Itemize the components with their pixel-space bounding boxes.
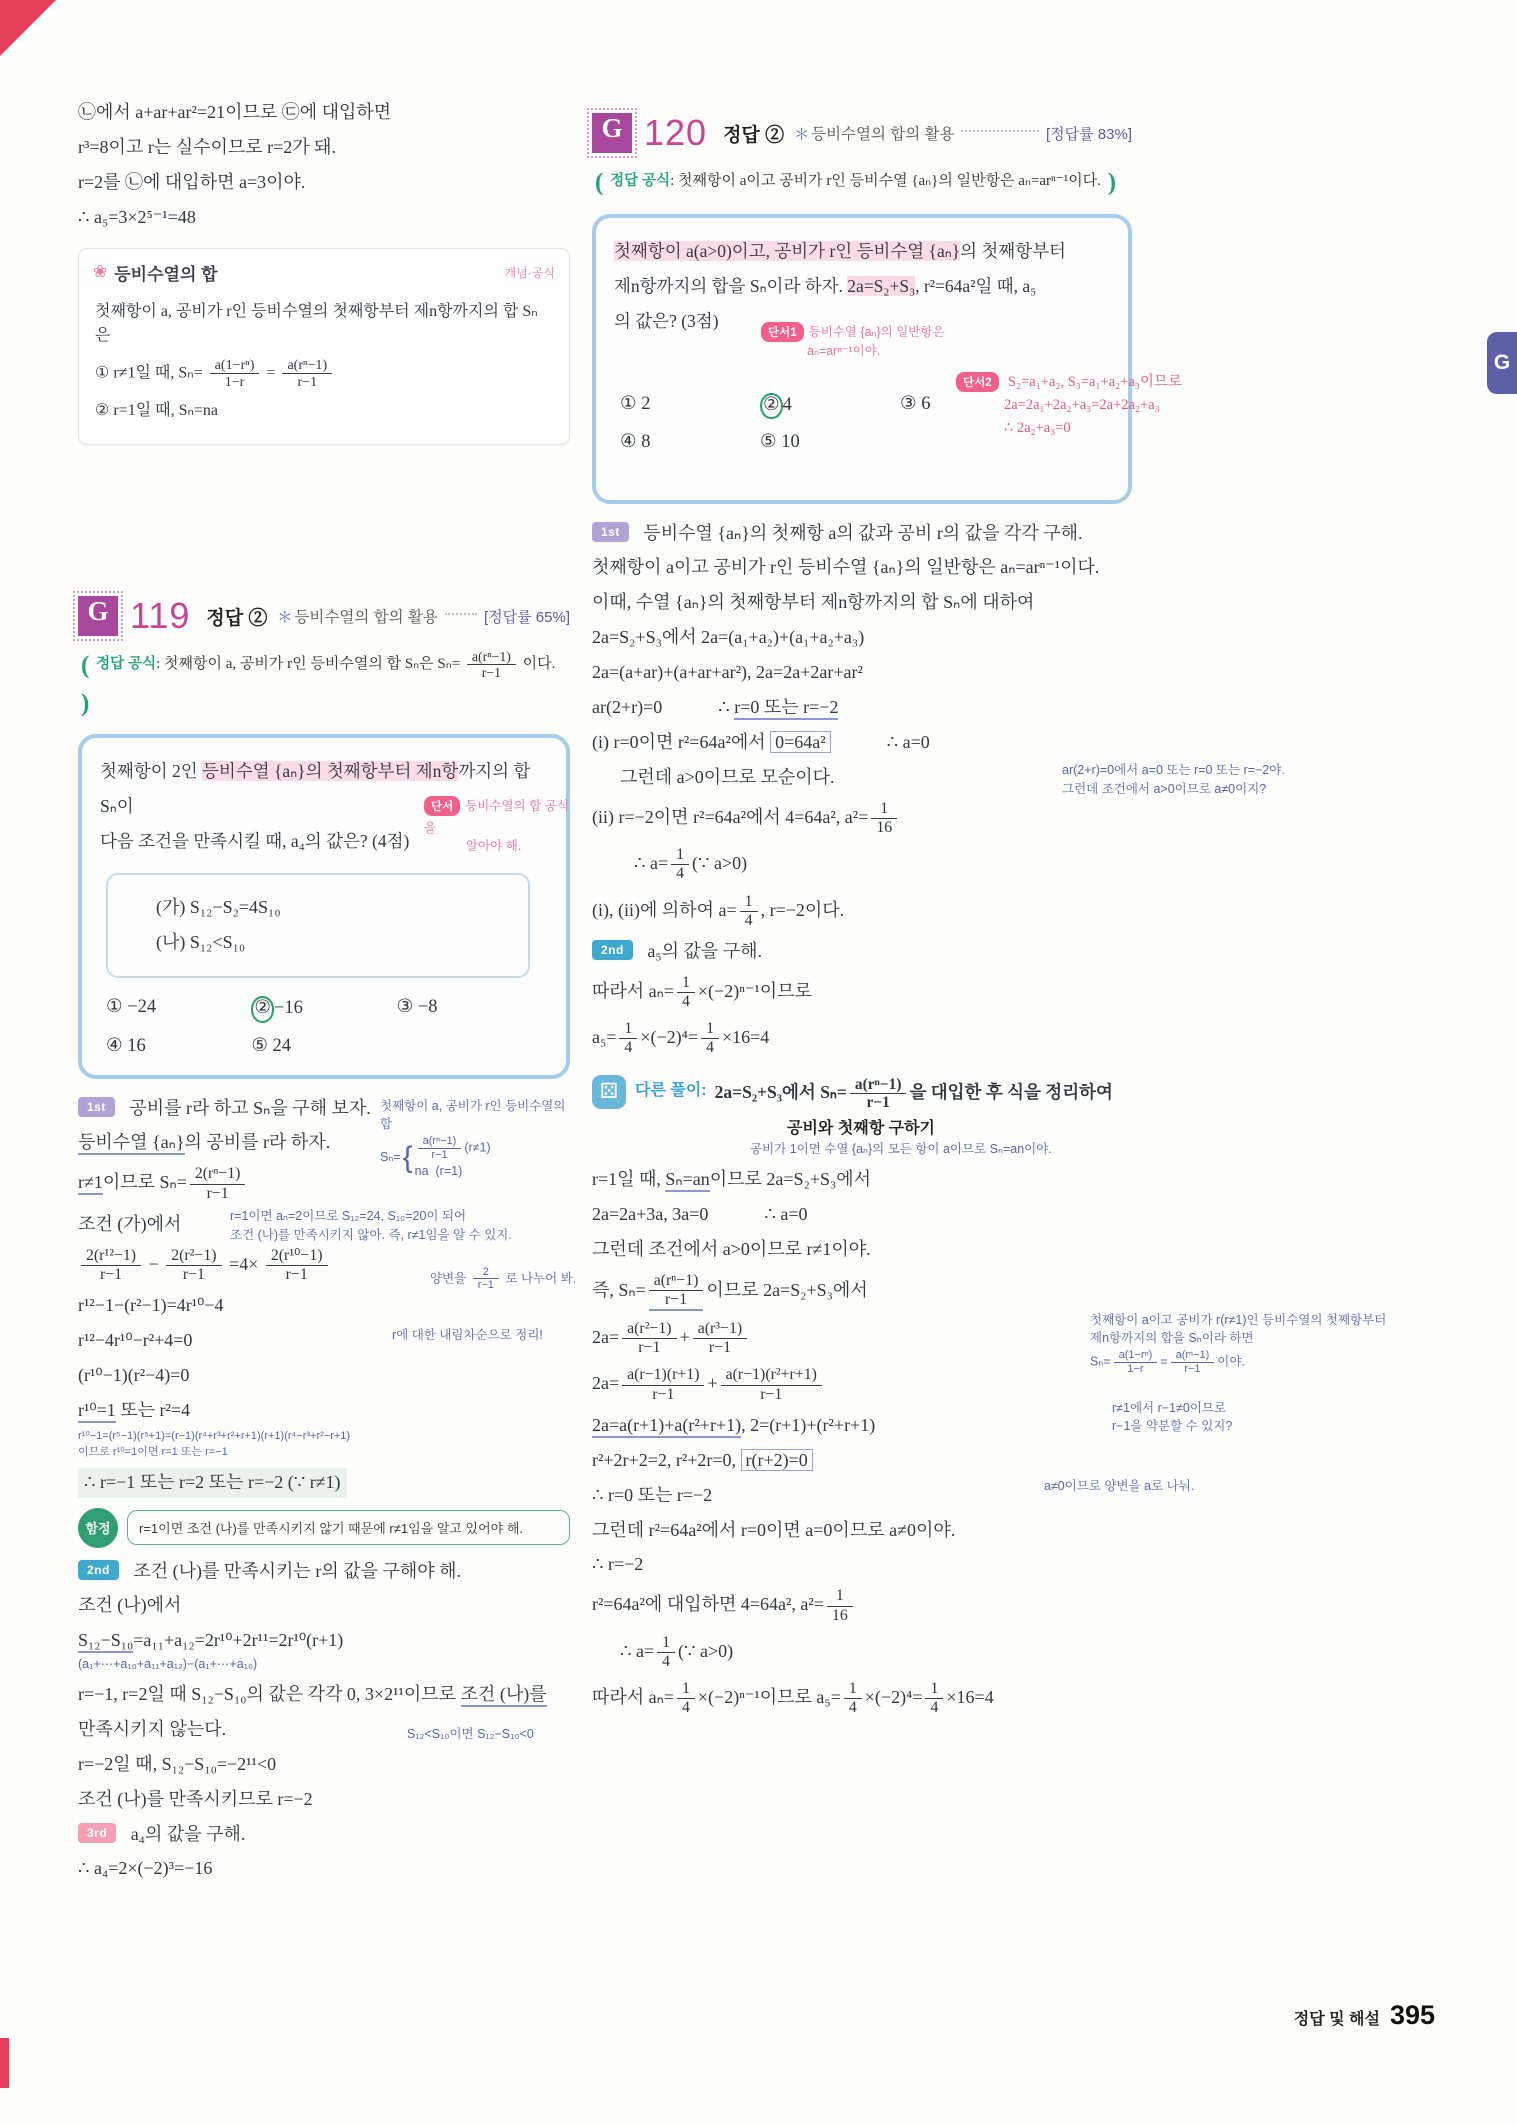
- problem-header: [78, 595, 570, 637]
- topic-label: 등비수열의 합의 활용: [811, 126, 955, 143]
- page-footer: [1294, 2000, 1435, 2031]
- clue-note: 단서 등비수열의 합 공식을 알아야 해.: [424, 794, 574, 855]
- choice-3: ③ −8: [396, 997, 438, 1018]
- step-badge-2nd: 2nd: [78, 1560, 119, 1580]
- math-line: ∴ a= $\frac{1}{4}$ (∵ a>0): [620, 1633, 734, 1670]
- math-line: r=−2일 때, S₁₂−S₁₀=−2¹¹<0: [78, 1753, 277, 1774]
- condition-ga: (가) S₁₂−S₂=4S₁₀: [156, 897, 281, 918]
- math-line: $\frac{\text{2(r¹²−1)}}{r-1}$ − $\frac{\text{2(r²−1)}}{r-1}$ =4× $\frac{\text{2(r¹⁰−1)}}{r-1}$: [78, 1246, 570, 1285]
- problem-header: [592, 112, 1132, 154]
- step-line: 1st 공비를 r라 하고 Sₙ을 구해 보자.: [78, 1095, 570, 1123]
- alt-solution-label: 다른 풀이:: [635, 1081, 707, 1099]
- question-text: 첫째항이 2인 등비수열 {aₙ}의 첫째항부터 제n항까지의 합 Sₙ이 다음 조건을 만족시킬 때, a₄의 값은? (4점): [100, 761, 531, 852]
- step-line: 3rd a₄의 값을 구해.: [78, 1821, 570, 1849]
- math-line: 2a=a(r+1)+a(r²+r+1), 2=(r+1)+(r²+r+1): [592, 1412, 1512, 1440]
- concept-formula: ② r=1일 때, Sₙ=na: [95, 401, 219, 419]
- math-line: 이때, 수열 {aₙ}의 첫째항부터 제n항까지의 합 Sₙ에 대하여: [592, 592, 1035, 613]
- answer-choices: [100, 990, 548, 1056]
- math-line: 2a= $\frac{a(r-1)(r+1)}{r-1}$ + $\frac{\text{a(r−1)(r²+r+1)}}{r-1}$: [592, 1365, 1512, 1404]
- math-line: 따라서 aₙ= $\frac{1}{4}$ ×(−2)ⁿ⁻¹이므로 a₅= $\frac{1}{4}$ ×(−2)⁴= $\frac{1}{4}$ ×16=4: [592, 1680, 994, 1717]
- math-line: a₅= $\frac{1}{4}$ ×(−2)⁴= $\frac{1}{4}$ ×16=4: [592, 1020, 770, 1057]
- flower-icon: ❀: [93, 262, 108, 282]
- clue-badge: 단서1: [761, 322, 804, 342]
- right-column: [592, 112, 1512, 1726]
- page-corner-mark: [0, 0, 56, 56]
- footer-page-number: 395: [1389, 2000, 1435, 2030]
- topic-label: 등비수열의 합의 활용: [294, 609, 438, 627]
- question-box: [592, 214, 1182, 504]
- math-line: 조건 (나)에서: [78, 1595, 182, 1616]
- answer-label: 정답 ②: [206, 607, 268, 629]
- solution-g120: [592, 520, 1512, 1719]
- correct-rate: [정답률 83%]: [1046, 125, 1132, 143]
- choice-5: ⑤ 10: [760, 431, 800, 452]
- math-line: r²=64a²에 대입하면 4=64a², a²= $\frac{1}{16}$: [592, 1586, 1512, 1625]
- math-line: 2a=S₂+S₃에서 2a=(a₁+a₂)+(a₁+a₂+a₃): [592, 627, 865, 648]
- math-line: r=−1, r=2일 때 S₁₂−S₁₀의 값은 각각 0, 3×2¹¹이므로 조건 (나)를: [78, 1681, 570, 1709]
- math-line: ∴ a= $\frac{1}{4}$ (∵ a>0): [634, 846, 748, 883]
- math-line: 첫째항이 a이고 공비가 r인 등비수열 {aₙ}의 일반항은 aₙ=arⁿ⁻¹이다.: [592, 557, 1100, 578]
- math-line: 따라서 aₙ= $\frac{1}{4}$ ×(−2)ⁿ⁻¹이므로: [592, 973, 812, 1011]
- trap-badge: 함정: [78, 1508, 118, 1548]
- concept-formula: ① r≠1일 때, Sₙ= $\frac{\text{a(1−rⁿ)}}{1-r}$ = $\frac{\text{a(rⁿ−1)}}{r-1}$: [95, 356, 553, 391]
- math-line: 조건 (나)를 만족시키므로 r=−2: [78, 1788, 313, 1809]
- math-line: (ii) r=−2이면 r²=64a²에서 4=64a², a²= $\frac{1}{16}$: [592, 799, 1512, 838]
- choice-2-correct: ② 4: [760, 393, 900, 419]
- section-tab-g: G: [1487, 332, 1517, 394]
- choice-2-correct: ② −16: [251, 996, 396, 1022]
- previous-solution-tail: [78, 99, 570, 232]
- math-line: r³=8이고 r는 실수이므로 r=2가 돼.: [78, 136, 337, 157]
- math-line: r=2를 ㉡에 대입하면 a=3이야.: [78, 171, 306, 192]
- dice-icon: ⚄: [592, 1075, 626, 1109]
- math-line: 그런데 조건에서 a>0이므로 r≠1이야.: [592, 1238, 871, 1259]
- concept-box: [78, 248, 570, 446]
- alternative-solution: ⚄ 다른 풀이: 2a=S₂+S₃에서 Sₙ= $\frac{\text{a(rⁿ−1)}}{r-1}$ 을 대입한 후 식을 정리하여: [592, 1075, 1512, 1113]
- green-paren: ): [81, 689, 90, 717]
- answer-label: 정답 ②: [723, 124, 785, 146]
- math-line: S₁₂−S₁₀=a₁₁+a₁₂=2r¹⁰+2r¹¹=2r¹⁰(r+1): [78, 1627, 570, 1655]
- solution-g119: [78, 1095, 577, 1884]
- condition-na: (나) S₁₂<S₁₀: [156, 932, 246, 953]
- unit-badge-g: G: [592, 113, 632, 153]
- problem-g119: [78, 595, 577, 1883]
- dotted-leader: [961, 130, 1039, 132]
- clue-note-2: 단서2 S₂=a₁+a₂, S₃=a₁+a₂+a₃이므로 2a=2a₁+2a₂+a₃=2a+2a₂+a₃ ∴ 2a₂+a₃=0: [956, 370, 1286, 441]
- boxed-expression: r(r+2)=0: [741, 1449, 813, 1471]
- concept-box-body: [79, 291, 569, 445]
- math-line: 2a=2a+3a, 3a=0 ∴ a=0: [592, 1203, 808, 1224]
- concept-box-header: [79, 249, 569, 291]
- math-line: r¹²−1−(r²−1)=4r¹⁰−4: [78, 1295, 224, 1316]
- math-line: (r¹⁰−1)(r²−4)=0: [78, 1364, 190, 1385]
- answer-formula-strip: ( 정답 공식: 첫째항이 a, 공비가 r인 등비수열의 합 Sₙ은 Sₙ= $\frac{\text{a(rⁿ−1)}}{r-1}$ 이다. ): [78, 647, 570, 722]
- concept-box-tag: 개념·공식: [504, 265, 555, 280]
- step-line: 2nd 조건 (나)를 만족시키는 r의 값을 구해야 해.: [78, 1558, 570, 1586]
- step-badge-3rd: 3rd: [78, 1823, 116, 1843]
- green-paren: (: [595, 169, 604, 196]
- conclusion-line: ∴ r=−1 또는 r=2 또는 r=−2 (∵ r≠1): [78, 1468, 570, 1498]
- concept-box-title: 등비수열의 합: [114, 264, 218, 284]
- margin-note: S₁₂<S₁₀이면 S₁₂−S₁₀<0: [407, 1726, 534, 1741]
- left-column: [78, 92, 577, 1890]
- problem-g120: [592, 112, 1182, 504]
- clue-badge: 단서: [424, 796, 460, 816]
- page-edge-mark: [0, 2038, 9, 2088]
- choice-5: ⑤ 24: [251, 1035, 292, 1056]
- step-badge-1st: 1st: [78, 1097, 115, 1117]
- choice-4: ④ 8: [620, 431, 651, 452]
- green-paren: (: [81, 652, 90, 680]
- math-line: ∴ r=0 또는 r=−2: [592, 1484, 713, 1505]
- asterisk-icon: ＊: [794, 126, 810, 143]
- margin-note: 첫째항이 a, 공비가 r인 등비수열의 합 Sₙ= { $\frac{\text{a(rⁿ−1)}}{r-1}$ (r≠1) na (r=1): [380, 1098, 566, 1179]
- brace: {: [402, 1141, 413, 1175]
- math-line: 2a=(a+ar)+(a+ar+ar²), 2a=2a+2ar+ar²: [592, 662, 863, 683]
- trap-note: 함정 r=1이면 조건 (나)를 만족시키지 않기 때문에 r≠1임을 알고 있어야 해.: [78, 1508, 570, 1548]
- question-box: [78, 734, 570, 1078]
- math-line: r≠1이므로 Sₙ= $\frac{\text{2(rⁿ−1)}}{r-1}$: [78, 1164, 570, 1203]
- green-paren: ): [1107, 169, 1117, 196]
- condition-box: [106, 873, 530, 978]
- math-line: 등비수열 {aₙ}의 공비를 r라 하자.: [78, 1129, 570, 1157]
- concept-line: 첫째항이 a, 공비가 r인 등비수열의 첫째항부터 제n항까지의 합 Sₙ은: [95, 302, 538, 345]
- problem-number: 119: [130, 595, 191, 637]
- margin-note: r에 대한 내림차순으로 정리!: [392, 1328, 543, 1343]
- math-line: r¹⁰=1 또는 r²=4: [78, 1397, 570, 1425]
- spacer: [78, 445, 570, 595]
- choice-4: ④ 16: [106, 1035, 146, 1056]
- math-line: 조건 (가)에서: [78, 1213, 182, 1234]
- math-line: 2a= $\frac{\text{a(r²−1)}}{r-1}$ + $\frac{\text{a(r³−1)}}{r-1}$: [592, 1319, 1512, 1358]
- choice-1: ① −24: [106, 997, 157, 1018]
- math-line: r=1일 때, Sₙ=an이므로 2a=S₂+S₃에서: [592, 1166, 1512, 1194]
- answer-formula-strip: ( 정답 공식: 첫째항이 a이고 공비가 r인 등비수열 {aₙ}의 일반항은 aₙ=arⁿ⁻¹이다. ): [592, 164, 1132, 202]
- problem-number: 120: [644, 112, 708, 153]
- correct-answer-circle: ②: [251, 996, 274, 1022]
- asterisk-icon: ＊: [277, 609, 293, 626]
- margin-note: r=1이면 aₙ=2이므로 S₁₂=24, S₁₀=20이 되어 조건 (나)를 만족시키지 않아. 즉, r≠1임을 알 수 있지.: [230, 1208, 512, 1242]
- margin-note: ar(2+r)=0에서 a=0 또는 r=0 또는 r=−2야. 그런데 조건에서 a>0이므로 a≠0이지?: [1062, 762, 1285, 796]
- math-line: r¹²−4r¹⁰−r²+4=0: [78, 1329, 193, 1350]
- correct-answer-circle: ②: [760, 393, 783, 419]
- math-line: 즉, Sₙ= $\frac{\text{a(rⁿ−1)}}{r-1}$ 이므로 2a=S₂+S₃에서: [592, 1271, 1512, 1312]
- math-line: ∴ a₅=3×2⁵⁻¹=48: [78, 206, 196, 227]
- margin-note: 양변을 $\frac{2}{r-1}$ 로 나누어 봐.: [430, 1265, 577, 1292]
- choice-1: ① 2: [620, 393, 651, 414]
- correct-rate: [정답률 65%]: [484, 608, 570, 626]
- math-line: (i) r=0이면 r²=64a²에서 0=64a² ∴ a=0: [592, 731, 930, 752]
- math-line: ㉡에서 a+ar+ar²=21이므로 ㉢에 대입하면: [78, 102, 392, 122]
- math-line: ∴ r=−2: [592, 1554, 644, 1575]
- margin-note: 첫째항이 a이고 공비가 r(r≠1)인 등비수열의 첫째항부터 제n항까지의 합을 Sₙ이라 하면 Sₙ= $\frac{\text{a(1−rⁿ)}}{1-r}$ = $\frac{\text{a(rⁿ−1)}}{r-1}$ 이야.: [1090, 1312, 1387, 1375]
- math-line: 만족시키지 않는다.: [78, 1718, 227, 1739]
- dotted-leader: [445, 613, 477, 615]
- step-badge-2nd: 2nd: [592, 940, 633, 960]
- choice-3: ③ 6: [900, 393, 931, 414]
- math-line: 그런데 r²=64a²에서 r=0이면 a=0이므로 a≠0이야.: [592, 1519, 956, 1540]
- math-line: ∴ a₄=2×(−2)³=−16: [78, 1858, 213, 1879]
- math-line: ar(2+r)=0 ∴ r=0 또는 r=−2: [592, 694, 1512, 722]
- step-line: 1st 등비수열 {aₙ}의 첫째항 a의 값과 공비 r의 값을 각각 구해.: [592, 520, 1512, 548]
- step-line: 2nd a₅의 값을 구해.: [592, 938, 1512, 966]
- math-line: r²+2r+2=2, r²+2r=0, r(r+2)=0: [592, 1447, 1512, 1475]
- math-line: 그런데 a>0이므로 모순이다.: [620, 766, 835, 787]
- margin-note: (a₁+⋯+a₁₀+a₁₁+a₁₂)−(a₁+⋯+a₁₀): [78, 1657, 258, 1672]
- margin-note: a≠0이므로 양변을 a로 나눠.: [1044, 1478, 1195, 1493]
- clue-note-1: 단서1 등비수열 {aₙ}의 일반항은 aₙ=arⁿ⁻¹이야.: [761, 320, 1031, 360]
- step-badge-1st: 1st: [592, 522, 629, 542]
- footer-section-label: 정답 및 해설: [1293, 2011, 1380, 2028]
- clue-badge: 단서2: [956, 372, 999, 392]
- alt-solution-subtitle: 공비와 첫째항 구하기: [787, 1120, 935, 1138]
- margin-note: r¹⁰−1=(r⁵−1)(r⁵+1)=(r−1)(r⁴+r³+r²+r+1)(r+1)(r⁴−r³+r²−r+1) 이므로 r¹⁰=1이면 r=1 또는 r=−1: [78, 1429, 351, 1459]
- margin-note: 공비가 1이면 수열 {aₙ}의 모든 항이 a이므로 Sₙ=an이야.: [750, 1142, 1052, 1157]
- boxed-expression: 0=64a²: [770, 731, 831, 753]
- math-line: (i), (ii)에 의하여 a= $\frac{1}{4}$ , r=−2이다.: [592, 892, 845, 929]
- question-text: 첫째항이 a(a>0)이고, 공비가 r인 등비수열 {aₙ}의 첫째항부터 제n항까지의 합을 Sₙ이라 하자. 2a=S₂+S₃, r²=64a²일 때, a₅ 의 값은? (3점): [614, 240, 1066, 331]
- margin-note: r≠1에서 r−1≠0이므로 r−1을 약분할 수 있지?: [1112, 1400, 1233, 1434]
- unit-badge-g: G: [78, 596, 118, 636]
